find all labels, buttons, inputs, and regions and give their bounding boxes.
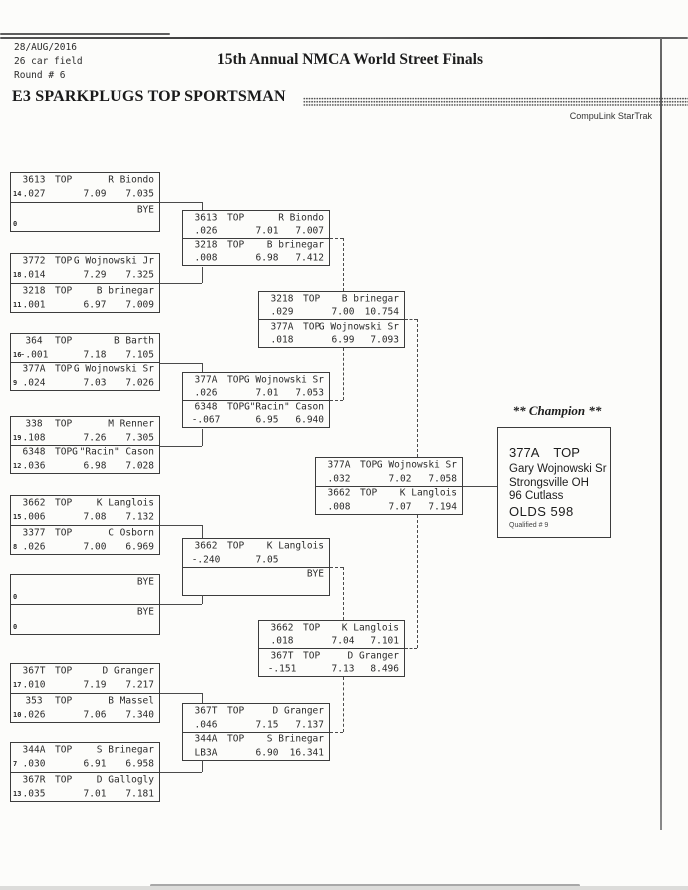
driver-name: C Osborn [108, 527, 154, 539]
bracket-connector [202, 595, 203, 604]
elapsed-time: 6.958 [125, 758, 154, 770]
scan-artifact-top-line-2 [0, 33, 170, 35]
qualifier-number: 0 [13, 592, 18, 601]
class-label: TOP [55, 527, 73, 539]
car-number: 6348 [194, 401, 218, 413]
bracket-box-r1 [10, 172, 160, 232]
reaction-time: .018 [270, 334, 294, 346]
round-number: Round # 6 [14, 70, 66, 81]
qualifier-number: 12 [13, 462, 22, 471]
class-label: TOP [303, 622, 321, 634]
dial-in: 7.05 [255, 554, 279, 566]
class-label: TOP [360, 459, 378, 471]
bracket-entry [11, 202, 159, 232]
reaction-time: .026 [194, 225, 218, 237]
bracket-entry [183, 238, 329, 266]
elapsed-time: 7.325 [125, 269, 154, 281]
car-number: 3218 [270, 293, 294, 305]
scan-artifact-bottom-band [0, 886, 688, 890]
class-label: TOPG [227, 401, 250, 413]
qualifier-number: 0 [13, 219, 18, 228]
champion-name: Gary Wojnowski Sr [509, 463, 607, 475]
reaction-time: .026 [22, 541, 46, 553]
car-number: 3218 [194, 239, 218, 251]
bracket-connector [330, 732, 343, 733]
qualifier-number: 7 [13, 760, 18, 769]
champion-class: TOP [553, 445, 580, 460]
bracket-entry [11, 604, 159, 634]
reaction-time: -.001 [19, 349, 49, 361]
dial-in: 7.00 [83, 541, 107, 553]
class-label: TOP [227, 212, 245, 224]
class-label: TOP [55, 285, 73, 297]
bracket-entry [183, 400, 329, 428]
elapsed-time: 7.181 [125, 788, 154, 800]
car-number: 3377 [22, 527, 46, 539]
class-label: TOP [55, 774, 73, 786]
dial-in: 7.29 [83, 269, 107, 281]
qualifier-number: 14 [13, 190, 22, 199]
bracket-connector [160, 283, 202, 284]
car-number: 3218 [22, 285, 46, 297]
car-number: 3662 [327, 487, 351, 499]
reaction-time: .001 [22, 299, 46, 311]
dial-in: 7.06 [83, 709, 107, 721]
bracket-entry [11, 525, 159, 555]
bracket-connector [160, 525, 202, 526]
elapsed-time: 7.217 [125, 679, 154, 691]
elapsed-time: 7.035 [125, 188, 154, 200]
driver-name: B Barth [113, 335, 154, 347]
reaction-time: .027 [22, 188, 46, 200]
driver-name: G Wojnowski Sr [318, 321, 399, 333]
class-label: TOP [55, 174, 73, 186]
driver-name: D Granger [102, 665, 154, 677]
bracket-entry [259, 292, 404, 319]
car-number: 3772 [22, 255, 46, 267]
bracket-connector [202, 363, 203, 372]
car-number: 367T [270, 650, 294, 662]
dial-in: 7.15 [255, 719, 279, 731]
bracket-entry [183, 567, 329, 596]
bracket-entry [183, 373, 329, 400]
bracket-entry [183, 704, 329, 732]
bracket-entry [11, 334, 159, 362]
reaction-time: -.151 [267, 663, 297, 675]
elapsed-time: 7.412 [295, 252, 324, 264]
bracket-connector [330, 567, 343, 568]
elapsed-time: 10.754 [364, 306, 399, 318]
bracket-box-r1 [10, 574, 160, 635]
elapsed-time: 7.132 [125, 511, 154, 523]
timing-system-brand: CompuLink StarTrak [569, 111, 652, 121]
bracket-connector [160, 363, 202, 364]
class-label: TOP [227, 733, 245, 745]
bracket-entry [11, 445, 159, 474]
class-label: TOP [227, 239, 245, 251]
driver-name: R Biondo [108, 174, 154, 186]
dial-in: 7.26 [83, 432, 107, 444]
bracket-entry [259, 319, 404, 347]
class-label: TOP [55, 695, 73, 707]
bracket-box-r1 [10, 416, 160, 474]
elapsed-time: 16.341 [289, 747, 324, 759]
class-label: TOP [55, 255, 73, 267]
bracket-connector [160, 693, 202, 694]
bracket-connector [417, 515, 418, 648]
dial-in: 7.01 [255, 225, 279, 237]
car-number: 3613 [22, 174, 46, 186]
bracket-connector [160, 202, 202, 203]
bracket-entry [11, 664, 159, 693]
bracket-connector [202, 693, 203, 703]
class-label: TOP [303, 650, 321, 662]
bracket-box-r1 [10, 253, 160, 313]
car-number: 344A [22, 744, 46, 756]
qualifier-number: 11 [13, 300, 22, 309]
reaction-time: .030 [22, 758, 46, 770]
class-label: TOPG [55, 446, 78, 458]
reaction-time: .036 [22, 460, 46, 472]
champion-qualified: Qualified # 9 [509, 522, 549, 529]
reaction-time: .046 [194, 719, 218, 731]
bracket-entry [11, 496, 159, 525]
elapsed-time: 7.028 [125, 460, 154, 472]
driver-name: D Granger [272, 705, 324, 717]
bracket-box-r1 [10, 495, 160, 555]
elapsed-time: 6.969 [125, 541, 154, 553]
reaction-time: -.240 [191, 554, 221, 566]
dot-leader [303, 97, 688, 106]
bracket-box-r3 [258, 620, 405, 677]
elapsed-time: 7.007 [295, 225, 324, 237]
bracket-connector [330, 400, 343, 401]
driver-name: "Racin" Cason [79, 446, 154, 458]
driver-name: G Wojnowski Sr [376, 459, 457, 471]
champion-city: Strongsville OH [509, 476, 589, 489]
dial-in: 6.91 [83, 758, 107, 770]
dial-in: 7.07 [388, 501, 412, 513]
driver-name: S Brinegar [96, 744, 154, 756]
qualifier-number: 13 [13, 789, 22, 798]
class-title: E3 SPARKPLUGS TOP SPORTSMAN [12, 88, 286, 105]
bracket-entry [316, 486, 462, 515]
class-label: TOP [303, 293, 321, 305]
class-label: TOP [55, 744, 73, 756]
class-label: TOP [55, 665, 73, 677]
elapsed-time: 7.101 [370, 635, 399, 647]
bracket-connector [160, 772, 202, 773]
reaction-time: .108 [22, 432, 46, 444]
dial-in: 6.95 [255, 414, 279, 426]
driver-name: B brinegar [341, 293, 399, 305]
elapsed-time: 7.058 [428, 473, 457, 485]
champion-car-number: 377A [509, 445, 540, 460]
elapsed-time: 7.009 [125, 299, 154, 311]
elapsed-time: 7.105 [125, 349, 154, 361]
bracket-entry [11, 417, 159, 445]
dial-in: 7.02 [388, 473, 412, 485]
car-number: 364 [25, 335, 43, 347]
driver-name: K Langlois [341, 622, 399, 634]
bracket-entry [11, 283, 159, 313]
car-number: 367T [22, 665, 46, 677]
bracket-connector [202, 429, 203, 446]
champion-box [497, 427, 611, 538]
bracket-connector [343, 677, 344, 732]
reaction-time: .029 [270, 306, 294, 318]
bracket-connector [160, 604, 202, 605]
bracket-connector [343, 348, 344, 400]
class-label: TOP [55, 335, 73, 347]
car-number: 377A [270, 321, 294, 333]
qualifier-number: 8 [13, 542, 18, 551]
bracket-connector [160, 446, 202, 447]
dial-in: 7.00 [331, 306, 355, 318]
dial-in: 7.09 [83, 188, 107, 200]
driver-name: G Wojnowski Sr [243, 374, 324, 386]
bracket-connector [463, 486, 497, 487]
reaction-time: .008 [194, 252, 218, 264]
driver-name: K Langlois [266, 540, 324, 552]
field-size: 26 car field [14, 56, 83, 67]
driver-name: D Gallogly [96, 774, 154, 786]
driver-name: M Renner [108, 418, 154, 430]
bracket-entry [11, 362, 159, 391]
dial-in: 7.18 [83, 349, 107, 361]
elapsed-time: 7.194 [428, 501, 457, 513]
qualifier-number: 19 [13, 433, 22, 442]
driver-name: BYE [136, 576, 154, 588]
driver-name: B Massel [108, 695, 154, 707]
qualifier-number: 0 [13, 622, 18, 631]
champion-engine: OLDS 598 [509, 503, 574, 519]
car-number: 3613 [194, 212, 218, 224]
elapsed-time: 7.053 [295, 387, 324, 399]
bracket-connector [343, 238, 344, 291]
car-number: 367T [194, 705, 218, 717]
reaction-time: .008 [327, 501, 351, 513]
dial-in: 7.19 [83, 679, 107, 691]
scan-artifact-right-line [660, 38, 662, 830]
class-label: TOP [55, 363, 73, 375]
driver-name: "Racin" Cason [249, 401, 324, 413]
dial-in: 7.01 [83, 788, 107, 800]
car-number: 344A [194, 733, 218, 745]
bracket-entry [259, 621, 404, 648]
dial-in: 7.04 [331, 635, 355, 647]
bracket-box-r1 [10, 742, 160, 802]
bracket-connector [202, 267, 203, 283]
elapsed-time: 7.093 [370, 334, 399, 346]
dial-in: 6.97 [83, 299, 107, 311]
bracket-entry [11, 693, 159, 723]
driver-name: BYE [136, 606, 154, 618]
qualifier-number: 10 [13, 710, 22, 719]
reaction-time: .010 [22, 679, 46, 691]
bracket-entry [259, 648, 404, 676]
reaction-time: -.067 [191, 414, 221, 426]
bracket-connector [343, 567, 344, 620]
bracket-box-r3 [258, 291, 405, 348]
driver-name: S Brinegar [266, 733, 324, 745]
class-label: TOP [227, 705, 245, 717]
bracket-box-r2 [182, 703, 330, 761]
qualifier-number: 15 [13, 513, 22, 522]
bracket-connector [405, 648, 417, 649]
dial-in: 7.08 [83, 511, 107, 523]
bracket-connector [202, 760, 203, 772]
bracket-box-r4 [315, 457, 463, 515]
reaction-time: .018 [270, 635, 294, 647]
bracket-box-r2 [182, 210, 330, 266]
dial-in: 7.01 [255, 387, 279, 399]
reaction-time: .026 [194, 387, 218, 399]
car-number: 3662 [194, 540, 218, 552]
driver-name: BYE [136, 204, 154, 216]
champion-vehicle: 96 Cutlass [509, 490, 564, 502]
reaction-time: .032 [327, 473, 351, 485]
elapsed-time: 8.496 [370, 663, 399, 675]
reaction-time: .014 [22, 269, 46, 281]
class-label: TOP [227, 540, 245, 552]
dial-in: 7.13 [331, 663, 355, 675]
dial-in: 7.03 [83, 377, 107, 389]
bracket-box-r2 [182, 538, 330, 596]
car-number: 353 [25, 695, 43, 707]
dial-in: 6.98 [255, 252, 279, 264]
car-number: 3662 [22, 497, 46, 509]
reaction-time: .035 [22, 788, 46, 800]
scan-artifact-top-line [0, 37, 688, 39]
car-number: 377A [22, 363, 46, 375]
dial-in: 6.98 [83, 460, 107, 472]
car-number: 367R [22, 774, 46, 786]
class-label: TOP [227, 374, 245, 386]
bracket-entry [183, 211, 329, 238]
elapsed-time: 7.137 [295, 719, 324, 731]
qualifier-number: 16 [13, 350, 22, 359]
qualifier-number: 17 [13, 681, 22, 690]
bracket-entry [183, 732, 329, 761]
car-number: 338 [25, 418, 43, 430]
car-number: 377A [194, 374, 218, 386]
bracket-connector [405, 319, 417, 320]
bracket-box-r1 [10, 663, 160, 723]
elapsed-time: 7.340 [125, 709, 154, 721]
driver-name: G Wojnowski Sr [73, 363, 154, 375]
driver-name: R Biondo [278, 212, 324, 224]
elapsed-time: 7.026 [125, 377, 154, 389]
class-label: TOP [55, 497, 73, 509]
bracket-entry [11, 575, 159, 604]
bracket-entry [11, 743, 159, 772]
bracket-connector [202, 202, 203, 210]
car-number: 3662 [270, 622, 294, 634]
qualifier-number: 9 [13, 379, 18, 388]
driver-name: G Wojnowski Jr [73, 255, 154, 267]
dial-in: 6.99 [331, 334, 355, 346]
class-label: TOP [303, 321, 321, 333]
bracket-box-r2 [182, 372, 330, 428]
bracket-connector [417, 319, 418, 457]
bracket-connector [202, 525, 203, 538]
driver-name: B brinegar [266, 239, 324, 251]
bracket-box-r1 [10, 333, 160, 391]
champion-car-line [509, 445, 610, 460]
bracket-entry [316, 458, 462, 486]
dial-in: 6.90 [255, 747, 279, 759]
bracket-entry [11, 772, 159, 802]
event-date: 28/AUG/2016 [14, 42, 77, 53]
reaction-time: .026 [22, 709, 46, 721]
driver-name: D Granger [347, 650, 399, 662]
qualifier-number: 18 [13, 271, 22, 280]
reaction-time: .024 [22, 377, 46, 389]
driver-name: K Langlois [96, 497, 154, 509]
elapsed-time: 6.940 [295, 414, 324, 426]
bracket-entry [11, 254, 159, 283]
car-number: 377A [327, 459, 351, 471]
class-label: TOP [360, 487, 378, 499]
event-title: 15th Annual NMCA World Street Finals [217, 51, 483, 68]
bracket-entry [183, 539, 329, 567]
bracket-entry [11, 173, 159, 202]
class-label: TOP [55, 418, 73, 430]
reaction-time: LB3A [194, 747, 218, 759]
bracket-connector [330, 238, 343, 239]
driver-name: B brinegar [96, 285, 154, 297]
car-number: 6348 [22, 446, 46, 458]
header-meta [14, 41, 83, 83]
champion-label: ** Champion ** [512, 403, 602, 418]
driver-name: K Langlois [399, 487, 457, 499]
reaction-time: .006 [22, 511, 46, 523]
driver-name: BYE [306, 568, 324, 580]
elapsed-time: 7.305 [125, 432, 154, 444]
